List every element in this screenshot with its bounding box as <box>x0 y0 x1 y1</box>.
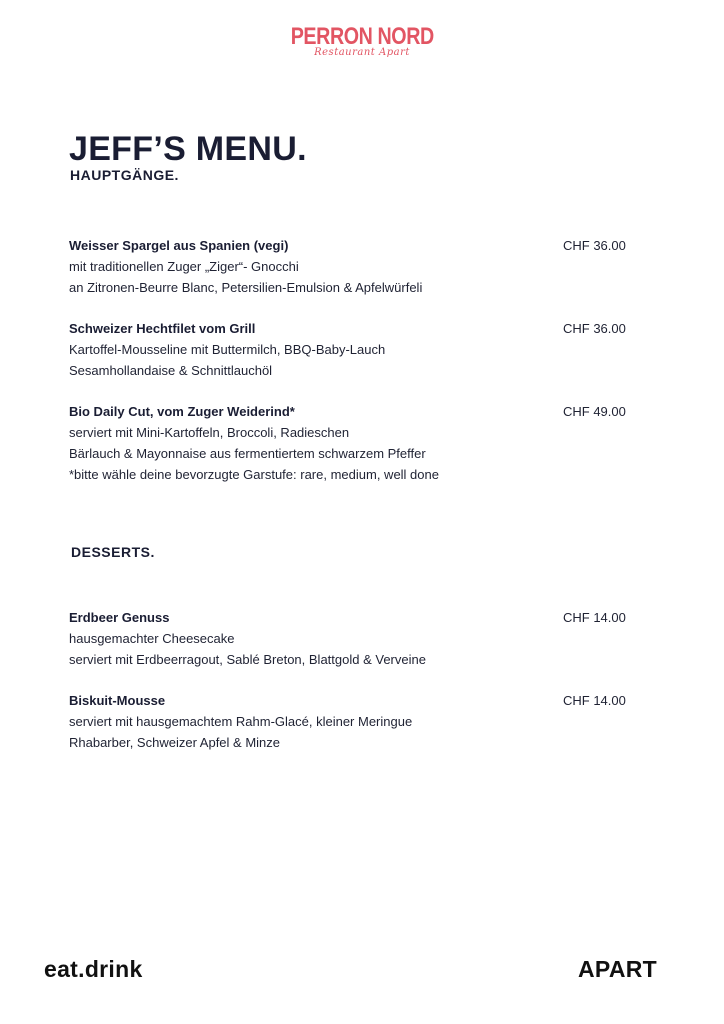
menu-item <box>69 401 639 485</box>
menu-item <box>69 318 639 381</box>
item-price: CHF 36.00 <box>563 238 626 253</box>
item-price: CHF 14.00 <box>563 693 626 708</box>
logo-tagline: Restaurant Apart <box>314 47 410 58</box>
item-description-line: serviert mit Erdbeerragout, Sablé Breton, Blattgold & Verveine <box>69 652 426 667</box>
logo-name: PERRON NORD <box>290 23 434 50</box>
item-description-line: *bitte wähle deine bevorzugte Garstufe: rare, medium, well done <box>69 467 439 482</box>
item-price: CHF 36.00 <box>563 321 626 336</box>
main-courses-heading: HAUPTGÄNGE. <box>70 167 179 183</box>
menu-item <box>69 607 639 670</box>
item-name: Schweizer Hechtfilet vom Grill <box>69 321 256 336</box>
item-description-line: Sesamhollandaise & Schnittlauchöl <box>69 363 273 378</box>
item-description-line: an Zitronen-Beurre Blanc, Petersilien-Emulsion & Apfelwürfeli <box>69 280 423 295</box>
item-description-line: Rhabarber, Schweizer Apfel & Minze <box>69 735 280 750</box>
footer-brand: APART <box>578 956 658 982</box>
item-description-line: mit traditionellen Zuger „Ziger“- Gnocchi <box>69 259 299 274</box>
item-name: Biskuit-Mousse <box>69 693 166 708</box>
menu-item <box>69 235 639 298</box>
item-description-line: hausgemachter Cheesecake <box>69 631 235 646</box>
item-name: Weisser Spargel aus Spanien (vegi) <box>69 238 289 253</box>
menu-item <box>69 690 639 753</box>
item-price: CHF 14.00 <box>563 610 626 625</box>
item-name: Bio Daily Cut, vom Zuger Weiderind* <box>69 404 295 419</box>
item-description-line: Bärlauch & Mayonnaise aus fermentiertem schwarzem Pfeffer <box>69 446 426 461</box>
item-description-line: serviert mit hausgemachtem Rahm-Glacé, kleiner Meringue <box>69 714 413 729</box>
item-description-line: serviert mit Mini-Kartoffeln, Broccoli, Radieschen <box>69 425 350 440</box>
item-name: Erdbeer Genuss <box>69 610 170 625</box>
item-price: CHF 49.00 <box>563 404 626 419</box>
footer-slogan: eat.drink <box>44 956 143 982</box>
menu-title: JEFF’S MENU. <box>69 130 307 168</box>
desserts-heading: DESSERTS. <box>71 544 155 560</box>
restaurant-logo <box>0 24 724 58</box>
item-description-line: Kartoffel-Mousseline mit Buttermilch, BBQ-Baby-Lauch <box>69 342 386 357</box>
